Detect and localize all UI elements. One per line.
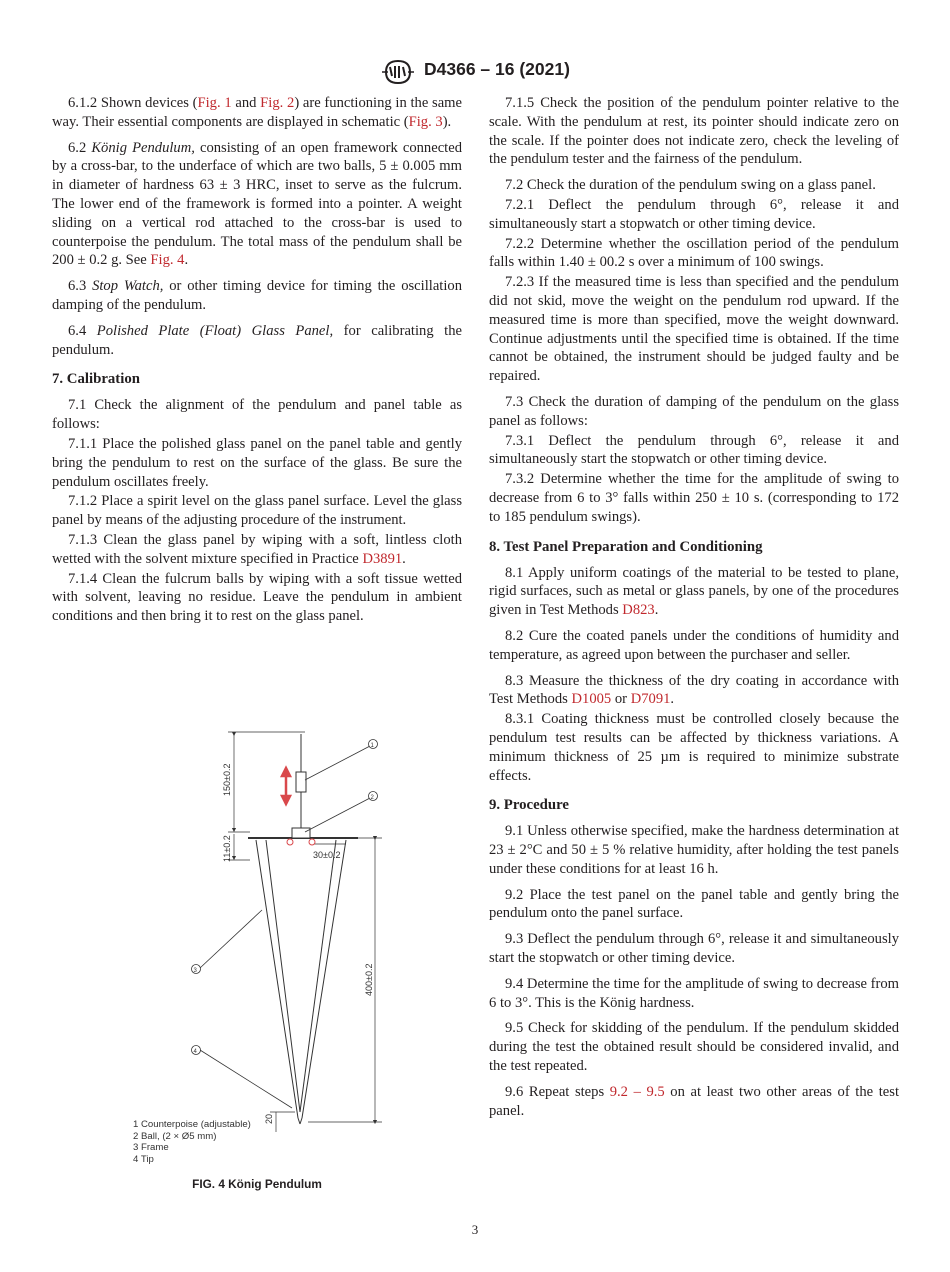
counterpoise-arrow — [282, 768, 290, 804]
d3891-link[interactable]: D3891 — [362, 550, 403, 567]
legend-item: 2 Ball, (2 × Ø5 mm) — [133, 1130, 217, 1142]
section-8-2: 8.2 Cure the coated panels under the conditions of humidity and temperature, as agreed upon between the purchaser and seller. — [489, 627, 899, 663]
section-7-2-2: 7.2.2 Determine whether the oscillation period of the pendulum falls within 1.40 ± 00.2 s over a minimum of 100 swings. — [489, 235, 899, 271]
section-7-1-4: 7.1.4 Clean the fulcrum balls by wiping with a soft tissue wetted with solvent, leaving no residue. Leave the pendulum in ambient conditions and then bring it to rest on the glass panel. — [52, 570, 462, 625]
fig-2-link[interactable]: Fig. 2 — [260, 95, 295, 111]
section-6-3: 6.3 Stop Watch, or other timing device for timing the oscillation damping of the pendulum. — [52, 278, 463, 313]
callout-1-number: 1 — [370, 743, 374, 749]
astm-logo-icon — [378, 58, 418, 86]
right-column — [489, 94, 899, 1127]
section-8-3: 8.3 Measure the thickness of the dry coating in accordance with Test Methods D1005 or D7091. — [489, 672, 899, 708]
section-7-2: 7.2 Check the duration of the pendulum swing on a glass panel. — [505, 177, 876, 194]
section-9-4: 9.4 Determine the time for the amplitude of swing to decrease from 6 to 3°. This is the König hardness. — [489, 975, 899, 1011]
section-7-3: 7.3 Check the duration of damping of the pendulum on the glass panel as follows: — [489, 393, 899, 429]
pendulum-frame — [248, 734, 358, 1124]
heading-test-panel-preparation: 8. Test Panel Preparation and Conditioning — [489, 538, 763, 555]
section-7-2-3: 7.2.3 If the measured time is less than specified and the pendulum did not skid, move the weight on the pendulum rod upward. If the measured time is more than specified, move the weight downward. Continue adjustments until the specified time is obtained. If the time cannot be obtained, the instrument should be judged faulty and be repaired. — [489, 274, 899, 385]
heading-procedure: 9. Procedure — [489, 797, 569, 814]
dimension-30: 30±0.2 — [313, 850, 341, 860]
section-7-1-3: 7.1.3 Clean the glass panel by wiping with a soft, lintless cloth wetted with the solvent mixture specified in Practice D3891. — [52, 531, 462, 567]
section-9-6: 9.6 Repeat steps 9.2 – 9.5 on at least two other areas of the test panel. — [489, 1083, 899, 1119]
section-7-1-1: 7.1.1 Place the polished glass panel on the panel table and gently bring the pendulum to rest on the surface of the glass. Be sure the pendulum oscillates freely. — [52, 435, 462, 490]
callout-3-number: 3 — [193, 968, 197, 974]
d7091-link[interactable]: D7091 — [630, 691, 671, 708]
section-7-1: 7.1 Check the alignment of the pendulum and panel table as follows: — [52, 397, 462, 433]
page-number: 3 — [471, 1222, 479, 1237]
section-7-3-1: 7.3.1 Deflect the pendulum through 6°, release it and simultaneously start the stopwatch or other timing device. — [489, 432, 899, 468]
left-column — [52, 94, 462, 627]
konig-pendulum-figure — [120, 720, 420, 1140]
dimension-400: 400±0.2 — [364, 963, 374, 996]
dimension-11: 11±0.2 — [222, 835, 232, 862]
section-9-5: 9.5 Check for skidding of the pendulum. If the pendulum skidded during the test the obtained result should be considered invalid, and the test repeated. — [489, 1020, 899, 1075]
section-7-2-1: 7.2.1 Deflect the pendulum through 6°, release it and simultaneously start a stopwatch or other timing device. — [489, 196, 899, 232]
section-9-2: 9.2 Place the test panel on the panel table and gently bring the pendulum onto the panel surface. — [489, 886, 899, 922]
d1005-link[interactable]: D1005 — [571, 691, 612, 708]
d823-link[interactable]: D823 — [622, 602, 655, 619]
section-7-1-2: 7.1.2 Place a spirit level on the glass panel surface. Level the glass panel by means of the adjusting procedure of the instrument. — [52, 493, 462, 529]
steps-9-2-9-5-link[interactable]: 9.2 – 9.5 — [609, 1083, 665, 1100]
figure-legend — [133, 1119, 251, 1165]
callout-4-number: 4 — [193, 1049, 197, 1055]
fig-4-link[interactable]: Fig. 4 — [150, 252, 185, 269]
page-header — [0, 58, 950, 88]
section-7-1-5: 7.1.5 Check the position of the pendulum pointer relative to the scale. With the pendulum at rest, its pointer should indicate zero on the scale. If the pointer does not indicate zero, check the leveling of the pendulum tester and the fairness of the pendulum. — [489, 95, 899, 168]
fulcrum-balls — [287, 839, 315, 845]
section-7-3-2: 7.3.2 Determine whether the time for the amplitude of swing to decrease from 6 to 3° falls within 250 ± 10 s. (corresponding to 172 to 185 pendulum swings). — [489, 471, 899, 525]
legend-item: 4 Tip — [133, 1153, 154, 1165]
legend-item: 3 Frame — [133, 1142, 169, 1154]
section-6-4: 6.4 Polished Plate (Float) Glass Panel, for calibrating the pendulum. — [52, 322, 463, 358]
callout-markers — [192, 740, 378, 1055]
fig-3-link[interactable]: Fig. 3 — [408, 113, 443, 130]
figure-caption: FIG. 4 König Pendulum — [192, 1177, 322, 1191]
dimension-20: 20 — [264, 1113, 274, 1124]
heading-calibration: 7. Calibration — [52, 371, 140, 388]
section-9-1: 9.1 Unless otherwise specified, make the hardness determination at 23 ± 2°C and 50 ± 5 % relative humidity, after holding the test panels under these conditions for at least 16 h. — [489, 823, 899, 877]
section-8-3-1: 8.3.1 Coating thickness must be controlled closely because the pendulum test results can be affected by thickness variations. A minimum thickness of 25 µm is required to minimize substrate effects. — [489, 711, 899, 784]
section-8-1: 8.1 Apply uniform coatings of the material to be tested to plane, rigid surfaces, such as metal or glass panels, by one of the procedures given in Test Methods D823. — [489, 564, 899, 619]
fig-1-link[interactable]: Fig. 1 — [197, 95, 232, 111]
section-6-2: 6.2 König Pendulum, consisting of an open framework connected by a cross-bar, to the underface of which are two balls, 5 ± 0.005 mm in diameter of hardness 63 ± 3 HRC, inset to serve as the fulcrum. The lower end of the framework is formed into a pointer. A weight sliding on a vertical rod attached to the cross-bar is used to counterpoise the pendulum. The total mass of the pendulum shall be 200 ± 0.2 g. See Fig. 4. — [52, 139, 462, 269]
legend-item: 1 Counterpoise (adjustable) — [133, 1119, 251, 1130]
section-9-3: 9.3 Deflect the pendulum through 6°, release it and simultaneously start the stopwatch or other timing device. — [489, 931, 899, 967]
callout-2-number: 2 — [370, 795, 374, 801]
section-6-1-2: 6.1.2 Shown devices (Fig. 1 and Fig. 2) are functioning in the same way. Their essential components are displayed in schematic (Fig. 3). — [52, 95, 463, 130]
dimension-150: 150±0.2 — [222, 763, 232, 796]
document-title: D4366 – 16 (2021) — [424, 59, 570, 79]
